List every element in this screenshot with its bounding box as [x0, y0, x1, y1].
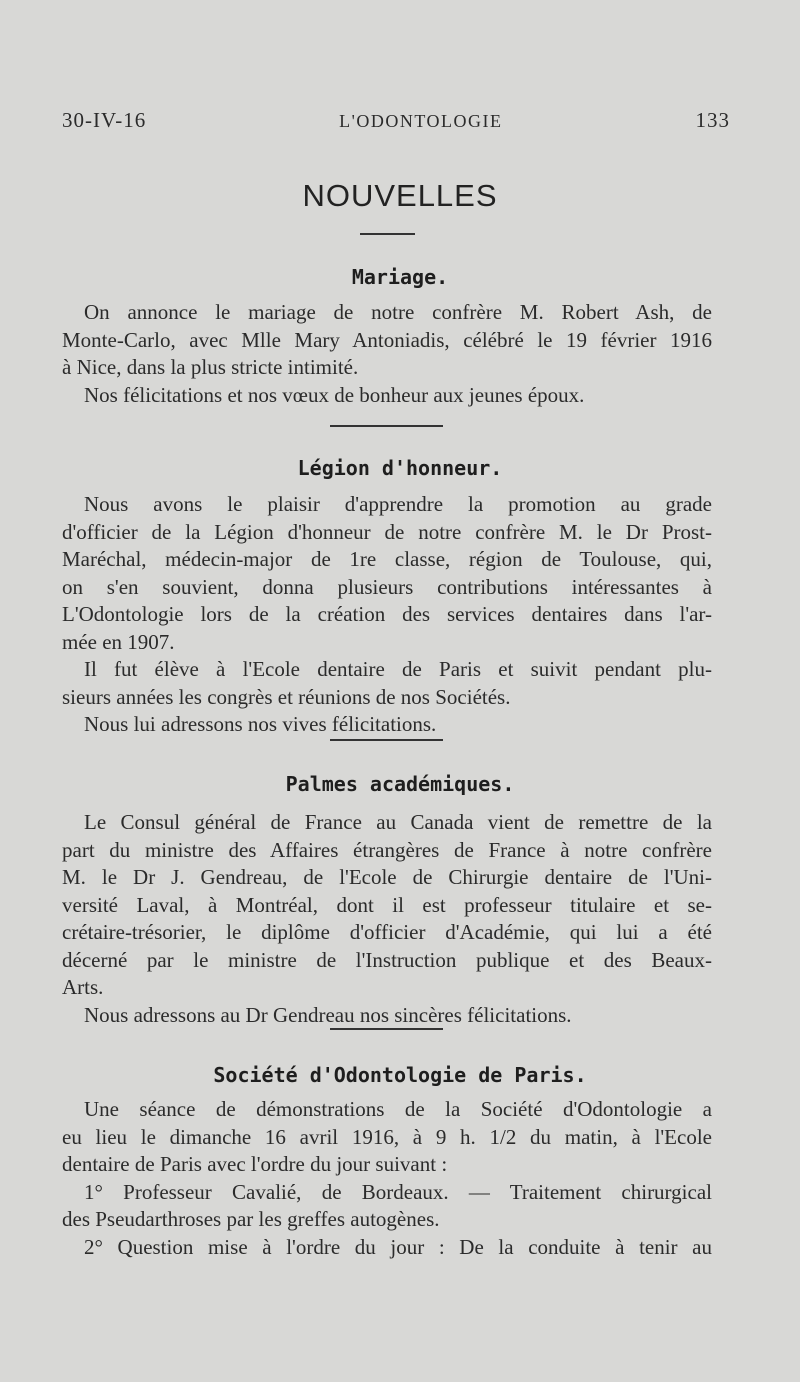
section-heading-societe-odontologie: Société d'Odontologie de Paris.	[213, 1063, 587, 1087]
section-body-legion-honneur	[62, 491, 712, 739]
text-line: Arts.	[62, 975, 104, 999]
text-line: dentaire de Paris avec l'ordre du jour suivant :	[62, 1152, 448, 1176]
text-line: mée en 1907.	[62, 629, 175, 654]
page-number: 133	[695, 108, 730, 132]
section-heading-palmes-academiques: Palmes académiques.	[285, 772, 515, 796]
text-line: part du ministre des Affaires étrangères de France à notre confrère	[62, 837, 712, 862]
text-line: Nous lui adressons nos vives félicitations.	[84, 712, 437, 736]
running-header	[62, 108, 730, 133]
divider	[360, 233, 415, 235]
text-line: Maréchal, médecin-major de 1re classe, région de Toulouse, qui,	[62, 547, 712, 571]
text-line: Nous adressons au Dr Gendreau nos sincères félicitations.	[84, 1002, 572, 1027]
divider	[330, 739, 443, 741]
text-line: on s'en souvient, donna plusieurs contributions intéressantes à	[62, 574, 712, 599]
text-line: M. le Dr J. Gendreau, de l'Ecole de Chirurgie dentaire de l'Uni-	[62, 865, 712, 889]
text-line: Nous avons le plaisir d'apprendre la promotion au grade	[84, 492, 712, 516]
text-line: des Pseudarthroses par les greffes autogènes.	[62, 1207, 440, 1231]
section-body-mariage	[62, 299, 712, 409]
page-title: NOUVELLES	[302, 178, 498, 213]
divider	[330, 425, 443, 427]
issue-date: 30-IV-16	[62, 108, 147, 132]
text-line: On annonce le mariage de notre confrère M. Robert Ash, de	[84, 300, 712, 324]
text-line: 2° Question mise à l'ordre du jour : De la conduite à tenir au	[84, 1234, 712, 1259]
text-line: Monte-Carlo, avec Mlle Mary Antoniadis, célébré le 19 février 1916	[62, 327, 712, 352]
section-body-societe-odontologie	[62, 1096, 712, 1261]
text-line: Une séance de démonstrations de la Société d'Odontologie a	[84, 1097, 712, 1121]
text-line: à Nice, dans la plus stricte intimité.	[62, 355, 359, 379]
journal-name: L'ODONTOLOGIE	[339, 111, 503, 131]
text-line: décerné par le ministre de l'Instruction publique et des Beaux-	[62, 947, 712, 972]
divider	[330, 1028, 443, 1030]
text-line: d'officier de la Légion d'honneur de notre confrère M. le Dr Prost-	[62, 519, 712, 544]
text-line: Nos félicitations et nos vœux de bonheur aux jeunes époux.	[84, 382, 585, 407]
text-line: crétaire-trésorier, le diplôme d'officier d'Académie, qui lui a été	[62, 920, 712, 944]
section-heading-legion-honneur: Légion d'honneur.	[297, 456, 503, 480]
text-line: eu lieu le dimanche 16 avril 1916, à 9 h. 1/2 du matin, à l'Ecole	[62, 1124, 712, 1149]
section-body-palmes-academiques	[62, 809, 712, 1029]
text-line: L'Odontologie lors de la création des services dentaires dans l'ar-	[62, 602, 712, 626]
text-line: Il fut élève à l'Ecole dentaire de Paris et suivit pendant plu-	[84, 657, 712, 681]
text-line: Le Consul général de France au Canada vient de remettre de la	[84, 810, 712, 834]
text-line: sieurs années les congrès et réunions de nos Sociétés.	[62, 684, 511, 709]
text-line: versité Laval, à Montréal, dont il est professeur titulaire et se-	[62, 892, 712, 917]
section-heading-mariage: Mariage.	[351, 265, 449, 289]
text-line: 1° Professeur Cavalié, de Bordeaux. — Traitement chirurgical	[84, 1179, 712, 1204]
